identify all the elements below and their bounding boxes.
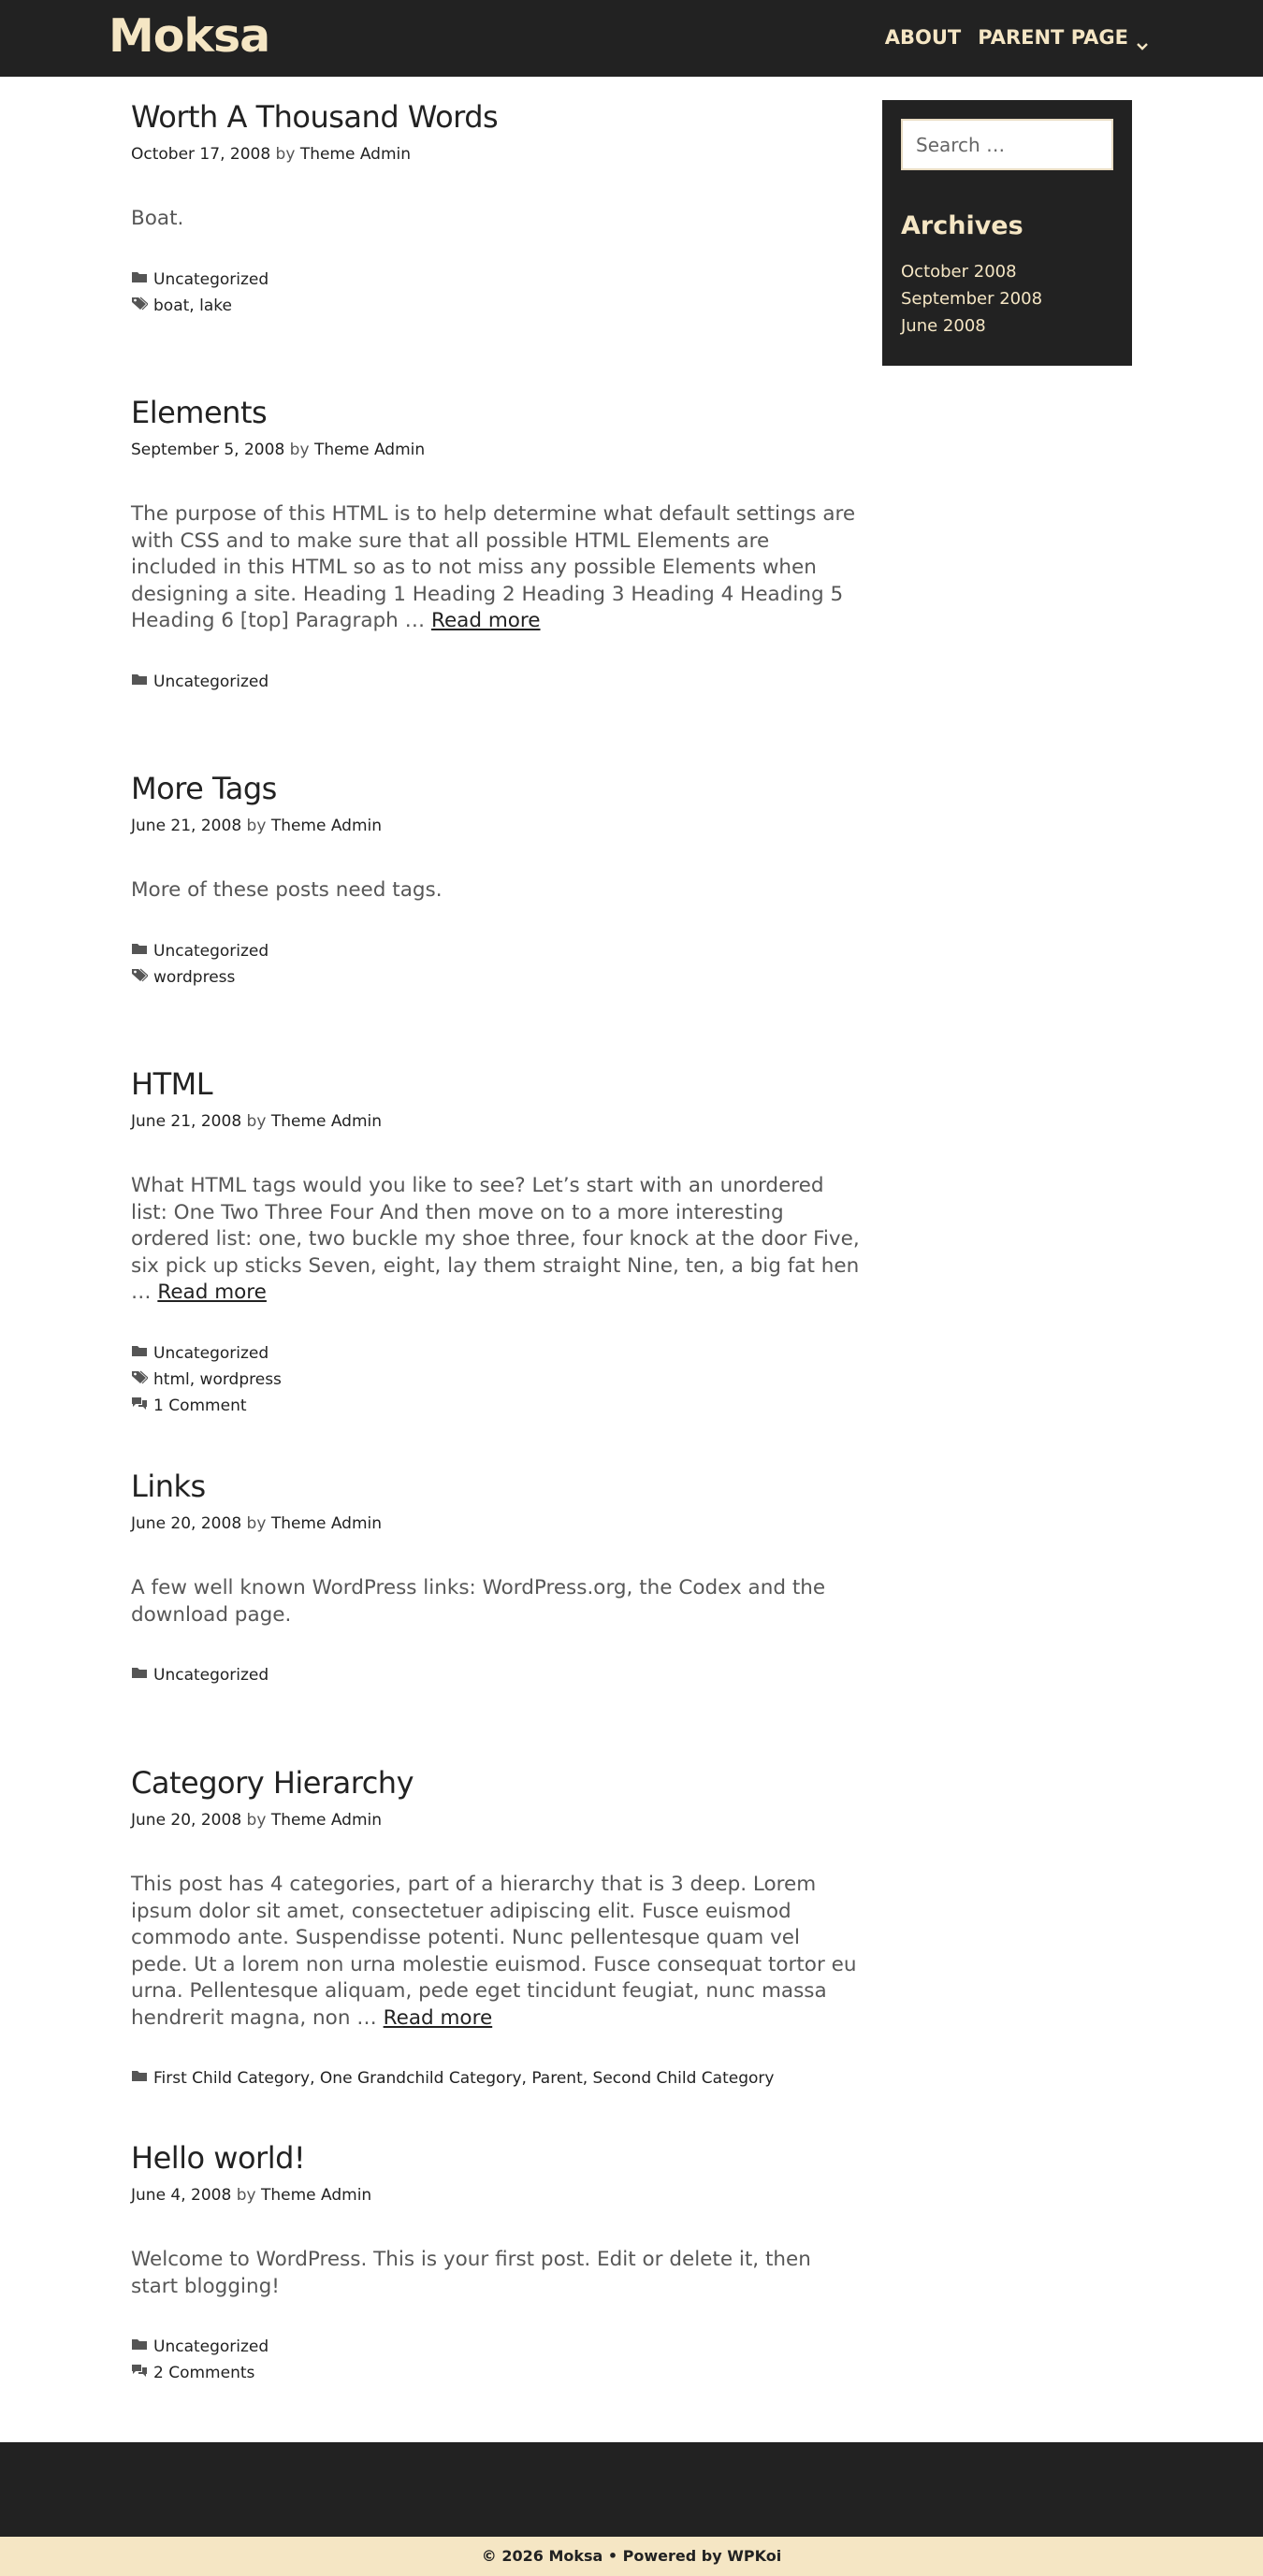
post-entry (131, 1064, 861, 1419)
post-by-label: by (246, 1514, 267, 1533)
post-comments (131, 2360, 861, 2386)
archive-link[interactable]: September 2008 (901, 289, 1043, 309)
nav-item-about[interactable] (885, 22, 962, 52)
comments-link[interactable]: 2 Comments (153, 2364, 255, 2382)
post-excerpt (131, 1173, 861, 1307)
main-navigation (868, 22, 1149, 52)
post-excerpt (131, 501, 861, 635)
post-excerpt-text: Boat. (131, 207, 184, 230)
post-by-label: by (275, 145, 296, 164)
post-footer (131, 669, 861, 695)
post-tags (131, 293, 861, 319)
folder-icon (131, 267, 153, 293)
tag-separator: , (189, 296, 200, 315)
archive-link[interactable]: October 2008 (901, 262, 1017, 282)
post-meta (131, 1512, 861, 1536)
tag-icon (131, 293, 153, 319)
post-author[interactable]: Theme Admin (270, 1112, 383, 1131)
post-footer (131, 1340, 861, 1419)
read-more-link[interactable]: Read more (430, 609, 541, 632)
comments-icon (131, 1393, 153, 1419)
tag-link[interactable]: wordpress (199, 1369, 282, 1389)
post-excerpt (131, 1575, 861, 1628)
category-links[interactable]: First Child Category, One Grandchild Category, Parent, Second Child Category (153, 2069, 775, 2088)
post-categories (131, 1340, 861, 1367)
post-excerpt (131, 2247, 861, 2300)
folder-icon (131, 2065, 153, 2091)
category-links[interactable]: Uncategorized (153, 941, 269, 961)
post-categories (131, 669, 861, 695)
post-title[interactable]: HTML (131, 1066, 213, 1102)
post-footer (131, 938, 861, 991)
nav-item-label: PARENT PAGE (978, 26, 1128, 49)
post-excerpt-text: Welcome to WordPress. This is your first post. Edit or delete it, then start blogging! (131, 2248, 811, 2298)
post-author[interactable]: Theme Admin (270, 1514, 383, 1533)
post-date[interactable]: September 5, 2008 (131, 441, 285, 459)
chevron-down-icon (1136, 31, 1149, 44)
post-footer (131, 2334, 861, 2386)
post-author[interactable]: Theme Admin (270, 1811, 383, 1830)
post-title[interactable]: Worth A Thousand Words (131, 99, 499, 135)
post-excerpt (131, 1872, 861, 2032)
site-info: © 2026 Moksa • Powered by WPKoi (0, 2537, 1263, 2576)
post-meta (131, 1808, 861, 1832)
post-by-label: by (236, 2186, 256, 2205)
post-date[interactable]: June 20, 2008 (131, 1514, 242, 1533)
post-by-label: by (246, 817, 267, 835)
folder-icon (131, 938, 153, 964)
post-title[interactable]: Links (131, 1469, 206, 1504)
folder-icon (131, 669, 153, 695)
post-categories (131, 1662, 861, 1688)
post-by-label: by (289, 441, 310, 459)
post-comments (131, 1393, 861, 1419)
post-tags (131, 964, 861, 991)
post-date[interactable]: October 17, 2008 (131, 145, 271, 164)
tag-link[interactable]: wordpress (153, 967, 236, 987)
tag-link[interactable]: lake (199, 296, 232, 315)
post-author[interactable]: Theme Admin (260, 2186, 372, 2205)
post-date[interactable]: June 20, 2008 (131, 1811, 242, 1830)
post-excerpt (131, 877, 861, 904)
tag-icon (131, 1367, 153, 1393)
post-entry (131, 393, 861, 695)
post-categories (131, 938, 861, 964)
tag-link[interactable]: boat (153, 296, 190, 315)
sidebar (882, 100, 1132, 366)
tag-separator: , (189, 1369, 200, 1389)
nav-item-parent-page[interactable] (978, 22, 1149, 52)
post-author[interactable]: Theme Admin (313, 441, 426, 459)
comments-icon (131, 2360, 153, 2386)
post-tags (131, 1367, 861, 1393)
post-excerpt-text: More of these posts need tags. (131, 878, 443, 902)
category-links[interactable]: Uncategorized (153, 672, 269, 691)
post-by-label: by (246, 1112, 267, 1131)
post-footer (131, 2065, 861, 2091)
category-links[interactable]: Uncategorized (153, 1343, 269, 1363)
post-excerpt-text: The purpose of this HTML is to help determine what default settings are with CSS and to make sure that all possible HTML Elements are included in this HTML so as to not miss any possible Elements when designing a site. Heading 1 Heading 2 Heading 3 Heading 4 Heading 5 Heading 6 [top] Paragraph … (131, 502, 856, 632)
post-entry (131, 2138, 861, 2386)
site-header (0, 0, 1263, 77)
post-title[interactable]: Elements (131, 395, 268, 430)
site-logo[interactable]: Moksa (109, 9, 270, 63)
post-meta (131, 1109, 861, 1134)
post-entry (131, 769, 861, 991)
post-categories (131, 2065, 861, 2091)
post-title[interactable]: Category Hierarchy (131, 1765, 414, 1801)
post-entry (131, 1467, 861, 1688)
comments-link[interactable]: 1 Comment (153, 1396, 247, 1415)
category-links[interactable]: Uncategorized (153, 1666, 269, 1685)
folder-icon (131, 2334, 153, 2360)
post-meta (131, 438, 861, 462)
folder-icon (131, 1662, 153, 1688)
post-footer (131, 1662, 861, 1688)
post-date[interactable]: June 21, 2008 (131, 817, 242, 835)
post-categories (131, 2334, 861, 2360)
post-categories (131, 267, 861, 293)
post-author[interactable]: Theme Admin (270, 817, 383, 835)
post-excerpt-text: What HTML tags would you like to see? Let’s start with an unordered list: One Two Three Four And then move on to a more interesting ordered list: one, two buckle my shoe three, four knock at the door Five, six pick up sticks Seven, eight, lay them straight Nine, ten, a big fat hen … (131, 1174, 860, 1304)
post-entry (131, 97, 861, 319)
archives-title: Archives (901, 211, 1023, 240)
post-footer (131, 267, 861, 319)
post-excerpt-text: This post has 4 categories, part of a hierarchy that is 3 deep. Lorem ipsum dolor sit amet, consectetuer adipiscing elit. Fusce euismod commodo ante. Suspendisse potenti. Nunc pellentesque quam vel pede. Ut a lorem non urna molestie euismod. Fusce consequat tortor eu urna. Pellentesque aliquam, pede eget tincidunt feugiat, nunc massa hendrerit magna, non … (131, 1873, 857, 2030)
post-date[interactable]: June 21, 2008 (131, 1112, 242, 1131)
archive-link[interactable]: June 2008 (901, 316, 986, 336)
post-date[interactable]: June 4, 2008 (131, 2186, 232, 2205)
archives-list (901, 258, 1113, 340)
footer-widgets (0, 2442, 1263, 2537)
post-meta (131, 2183, 861, 2207)
tag-icon (131, 964, 153, 991)
search-input[interactable] (901, 119, 1113, 170)
post-entry (131, 1763, 861, 2091)
post-meta (131, 814, 861, 838)
folder-icon (131, 1340, 153, 1367)
post-author[interactable]: Theme Admin (299, 145, 412, 164)
nav-item-label: ABOUT (884, 26, 962, 49)
category-links[interactable]: Uncategorized (153, 269, 269, 289)
tag-link[interactable]: html (153, 1369, 190, 1389)
post-title[interactable]: More Tags (131, 771, 277, 806)
read-more-link[interactable]: Read more (157, 1281, 267, 1304)
post-title[interactable]: Hello world! (131, 2140, 306, 2176)
post-by-label: by (246, 1811, 267, 1830)
post-excerpt (131, 206, 861, 233)
read-more-link[interactable]: Read more (383, 2005, 493, 2030)
category-links[interactable]: Uncategorized (153, 2337, 269, 2356)
post-meta (131, 142, 861, 166)
post-excerpt-text: A few well known WordPress links: WordPress.org, the Codex and the download page. (131, 1576, 826, 1627)
